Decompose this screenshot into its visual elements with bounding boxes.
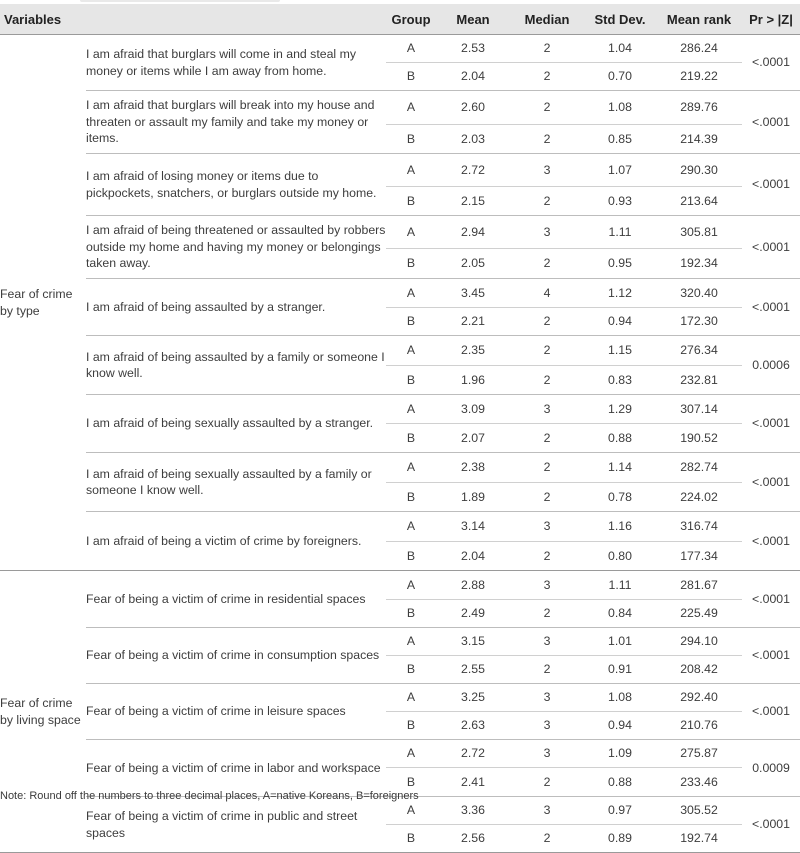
- p-value-cell: <.0001: [742, 35, 800, 91]
- group-cell: A: [386, 91, 436, 125]
- median-cell: 4: [510, 279, 584, 308]
- item-statement: I am afraid of being assaulted by a family or someone I know well.: [86, 336, 386, 395]
- p-value-cell: <.0001: [742, 797, 800, 853]
- p-value-cell: <.0001: [742, 628, 800, 684]
- item-statement: Fear of being a victim of crime in consumption spaces: [86, 628, 386, 684]
- group-cell: B: [386, 825, 436, 853]
- median-cell: 3: [510, 740, 584, 768]
- median-cell: 3: [510, 712, 584, 740]
- mean-cell: 2.63: [436, 712, 510, 740]
- mean-rank-cell: 294.10: [656, 628, 742, 656]
- category-label: Fear of crime by type: [0, 35, 86, 571]
- std-dev-cell: 1.09: [584, 740, 656, 768]
- mean-cell: 2.41: [436, 768, 510, 797]
- mean-rank-cell: 219.22: [656, 63, 742, 91]
- group-cell: B: [386, 483, 436, 512]
- table-row: [0, 571, 800, 600]
- group-cell: A: [386, 216, 436, 249]
- mean-cell: 2.56: [436, 825, 510, 853]
- mean-cell: 1.96: [436, 366, 510, 395]
- mean-rank-cell: 281.67: [656, 571, 742, 600]
- group-cell: B: [386, 249, 436, 279]
- std-dev-cell: 0.84: [584, 600, 656, 628]
- table-body: [0, 35, 800, 853]
- mean-cell: 2.15: [436, 187, 510, 216]
- mean-cell: 2.72: [436, 740, 510, 768]
- mean-rank-cell: 213.64: [656, 187, 742, 216]
- std-dev-cell: 0.80: [584, 542, 656, 571]
- median-cell: 2: [510, 187, 584, 216]
- header-mean-rank: Mean rank: [656, 4, 742, 35]
- mean-rank-cell: 190.52: [656, 424, 742, 453]
- median-cell: 2: [510, 656, 584, 684]
- mean-cell: 2.03: [436, 125, 510, 154]
- group-cell: A: [386, 797, 436, 825]
- mean-cell: 1.89: [436, 483, 510, 512]
- mean-cell: 2.35: [436, 336, 510, 366]
- p-value-cell: <.0001: [742, 512, 800, 571]
- table-note: Note: Round off the numbers to three decimal places, A=native Koreans, B=foreigners: [0, 790, 419, 802]
- mean-cell: 2.04: [436, 63, 510, 91]
- header-p-value: Pr > |Z|: [742, 4, 800, 35]
- item-statement: I am afraid of losing money or items due to pickpockets, snatchers, or burglars outside my home.: [86, 154, 386, 216]
- median-cell: 2: [510, 600, 584, 628]
- item-statement: Fear of being a victim of crime in public and street spaces: [86, 797, 386, 853]
- std-dev-cell: 1.15: [584, 336, 656, 366]
- mean-cell: 3.09: [436, 395, 510, 424]
- group-cell: A: [386, 740, 436, 768]
- std-dev-cell: 1.01: [584, 628, 656, 656]
- mean-rank-cell: 305.81: [656, 216, 742, 249]
- std-dev-cell: 0.70: [584, 63, 656, 91]
- median-cell: 2: [510, 249, 584, 279]
- mean-rank-cell: 233.46: [656, 768, 742, 797]
- mean-cell: 2.88: [436, 571, 510, 600]
- std-dev-cell: 0.78: [584, 483, 656, 512]
- mean-cell: 2.07: [436, 424, 510, 453]
- std-dev-cell: 0.88: [584, 424, 656, 453]
- mean-rank-cell: 225.49: [656, 600, 742, 628]
- p-value-cell: <.0001: [742, 571, 800, 628]
- median-cell: 2: [510, 125, 584, 154]
- mean-rank-cell: 276.34: [656, 336, 742, 366]
- group-cell: B: [386, 125, 436, 154]
- median-cell: 2: [510, 825, 584, 853]
- median-cell: 2: [510, 63, 584, 91]
- std-dev-cell: 1.04: [584, 35, 656, 63]
- mean-cell: 2.21: [436, 308, 510, 336]
- median-cell: 2: [510, 35, 584, 63]
- median-cell: 2: [510, 424, 584, 453]
- median-cell: 3: [510, 571, 584, 600]
- group-cell: B: [386, 768, 436, 797]
- mean-rank-cell: 210.76: [656, 712, 742, 740]
- header-std-dev: Std Dev.: [584, 4, 656, 35]
- std-dev-cell: 0.85: [584, 125, 656, 154]
- mean-rank-cell: 232.81: [656, 366, 742, 395]
- mean-cell: 3.36: [436, 797, 510, 825]
- table-row: [0, 628, 800, 656]
- p-value-cell: <.0001: [742, 279, 800, 336]
- mean-rank-cell: 192.34: [656, 249, 742, 279]
- median-cell: 3: [510, 154, 584, 187]
- table-row: [0, 453, 800, 483]
- group-cell: A: [386, 35, 436, 63]
- p-value-cell: <.0001: [742, 216, 800, 279]
- table-row: [0, 216, 800, 249]
- std-dev-cell: 1.16: [584, 512, 656, 542]
- table-row: [0, 512, 800, 542]
- mean-rank-cell: 289.76: [656, 91, 742, 125]
- median-cell: 2: [510, 336, 584, 366]
- median-cell: 2: [510, 768, 584, 797]
- median-cell: 2: [510, 483, 584, 512]
- mean-rank-cell: 292.40: [656, 684, 742, 712]
- std-dev-cell: 1.14: [584, 453, 656, 483]
- group-cell: A: [386, 512, 436, 542]
- group-cell: B: [386, 600, 436, 628]
- item-statement: I am afraid of being assaulted by a stranger.: [86, 279, 386, 336]
- results-table: [0, 4, 800, 853]
- mean-rank-cell: 307.14: [656, 395, 742, 424]
- p-value-cell: <.0001: [742, 154, 800, 216]
- mean-cell: 2.60: [436, 91, 510, 125]
- group-cell: A: [386, 684, 436, 712]
- group-cell: A: [386, 154, 436, 187]
- group-cell: B: [386, 424, 436, 453]
- p-value-cell: 0.0006: [742, 336, 800, 395]
- group-cell: A: [386, 571, 436, 600]
- p-value-cell: <.0001: [742, 91, 800, 154]
- std-dev-cell: 1.08: [584, 91, 656, 125]
- table-row: [0, 395, 800, 424]
- item-statement: Fear of being a victim of crime in leisure spaces: [86, 684, 386, 740]
- std-dev-cell: 0.94: [584, 712, 656, 740]
- group-cell: B: [386, 308, 436, 336]
- item-statement: I am afraid that burglars will come in and steal my money or items while I am away from home.: [86, 35, 386, 91]
- group-cell: B: [386, 63, 436, 91]
- item-statement: I am afraid of being threatened or assaulted by robbers outside my home and having my money or belongings taken away.: [86, 216, 386, 279]
- table-row: [0, 91, 800, 125]
- header-mean: Mean: [436, 4, 510, 35]
- std-dev-cell: 0.83: [584, 366, 656, 395]
- header-row: [0, 4, 800, 35]
- std-dev-cell: 1.11: [584, 571, 656, 600]
- median-cell: 3: [510, 395, 584, 424]
- mean-cell: 2.72: [436, 154, 510, 187]
- table-row: [0, 154, 800, 187]
- std-dev-cell: 1.08: [584, 684, 656, 712]
- mean-rank-cell: 316.74: [656, 512, 742, 542]
- mean-rank-cell: 177.34: [656, 542, 742, 571]
- header-median: Median: [510, 4, 584, 35]
- median-cell: 3: [510, 216, 584, 249]
- table-row: [0, 35, 800, 63]
- mean-cell: 3.25: [436, 684, 510, 712]
- mean-cell: 3.14: [436, 512, 510, 542]
- item-statement: I am afraid of being sexually assaulted by a family or someone I know well.: [86, 453, 386, 512]
- group-cell: B: [386, 712, 436, 740]
- group-cell: B: [386, 542, 436, 571]
- mean-rank-cell: 172.30: [656, 308, 742, 336]
- median-cell: 2: [510, 453, 584, 483]
- std-dev-cell: 1.07: [584, 154, 656, 187]
- table-row: [0, 740, 800, 768]
- median-cell: 2: [510, 366, 584, 395]
- mean-cell: 2.53: [436, 35, 510, 63]
- table-row: [0, 279, 800, 308]
- std-dev-cell: 0.89: [584, 825, 656, 853]
- mean-rank-cell: 282.74: [656, 453, 742, 483]
- mean-rank-cell: 320.40: [656, 279, 742, 308]
- std-dev-cell: 0.95: [584, 249, 656, 279]
- group-cell: A: [386, 279, 436, 308]
- p-value-cell: <.0001: [742, 395, 800, 453]
- header-variables: Variables: [0, 4, 386, 35]
- mean-rank-cell: 214.39: [656, 125, 742, 154]
- mean-rank-cell: 224.02: [656, 483, 742, 512]
- item-statement: Fear of being a victim of crime in residential spaces: [86, 571, 386, 628]
- median-cell: 2: [510, 308, 584, 336]
- mean-cell: 2.04: [436, 542, 510, 571]
- std-dev-cell: 0.94: [584, 308, 656, 336]
- mean-cell: 2.94: [436, 216, 510, 249]
- median-cell: 3: [510, 684, 584, 712]
- median-cell: 2: [510, 542, 584, 571]
- p-value-cell: 0.0009: [742, 740, 800, 797]
- group-cell: B: [386, 656, 436, 684]
- table-row: [0, 684, 800, 712]
- p-value-cell: <.0001: [742, 453, 800, 512]
- mean-cell: 3.45: [436, 279, 510, 308]
- group-cell: A: [386, 395, 436, 424]
- item-statement: I am afraid of being sexually assaulted by a stranger.: [86, 395, 386, 453]
- mean-rank-cell: 192.74: [656, 825, 742, 853]
- item-statement: Fear of being a victim of crime in labor and workspace: [86, 740, 386, 797]
- std-dev-cell: 1.11: [584, 216, 656, 249]
- group-cell: A: [386, 336, 436, 366]
- std-dev-cell: 0.91: [584, 656, 656, 684]
- median-cell: 3: [510, 512, 584, 542]
- mean-cell: 3.15: [436, 628, 510, 656]
- mean-rank-cell: 208.42: [656, 656, 742, 684]
- mean-cell: 2.49: [436, 600, 510, 628]
- mean-cell: 2.38: [436, 453, 510, 483]
- mean-rank-cell: 290.30: [656, 154, 742, 187]
- std-dev-cell: 0.93: [584, 187, 656, 216]
- mean-cell: 2.55: [436, 656, 510, 684]
- std-dev-cell: 1.12: [584, 279, 656, 308]
- group-cell: A: [386, 628, 436, 656]
- category-label: Fear of crime by living space: [0, 571, 86, 853]
- median-cell: 2: [510, 91, 584, 125]
- group-cell: B: [386, 366, 436, 395]
- std-dev-cell: 1.29: [584, 395, 656, 424]
- table-row: [0, 336, 800, 366]
- median-cell: 3: [510, 628, 584, 656]
- header-group: Group: [386, 4, 436, 35]
- group-cell: B: [386, 187, 436, 216]
- mean-rank-cell: 286.24: [656, 35, 742, 63]
- item-statement: I am afraid that burglars will break into my house and threaten or assault my family and take my money or items.: [86, 91, 386, 154]
- item-statement: I am afraid of being a victim of crime by foreigners.: [86, 512, 386, 571]
- median-cell: 3: [510, 797, 584, 825]
- std-dev-cell: 0.88: [584, 768, 656, 797]
- group-cell: A: [386, 453, 436, 483]
- mean-rank-cell: 275.87: [656, 740, 742, 768]
- mean-rank-cell: 305.52: [656, 797, 742, 825]
- std-dev-cell: 0.97: [584, 797, 656, 825]
- mean-cell: 2.05: [436, 249, 510, 279]
- p-value-cell: <.0001: [742, 684, 800, 740]
